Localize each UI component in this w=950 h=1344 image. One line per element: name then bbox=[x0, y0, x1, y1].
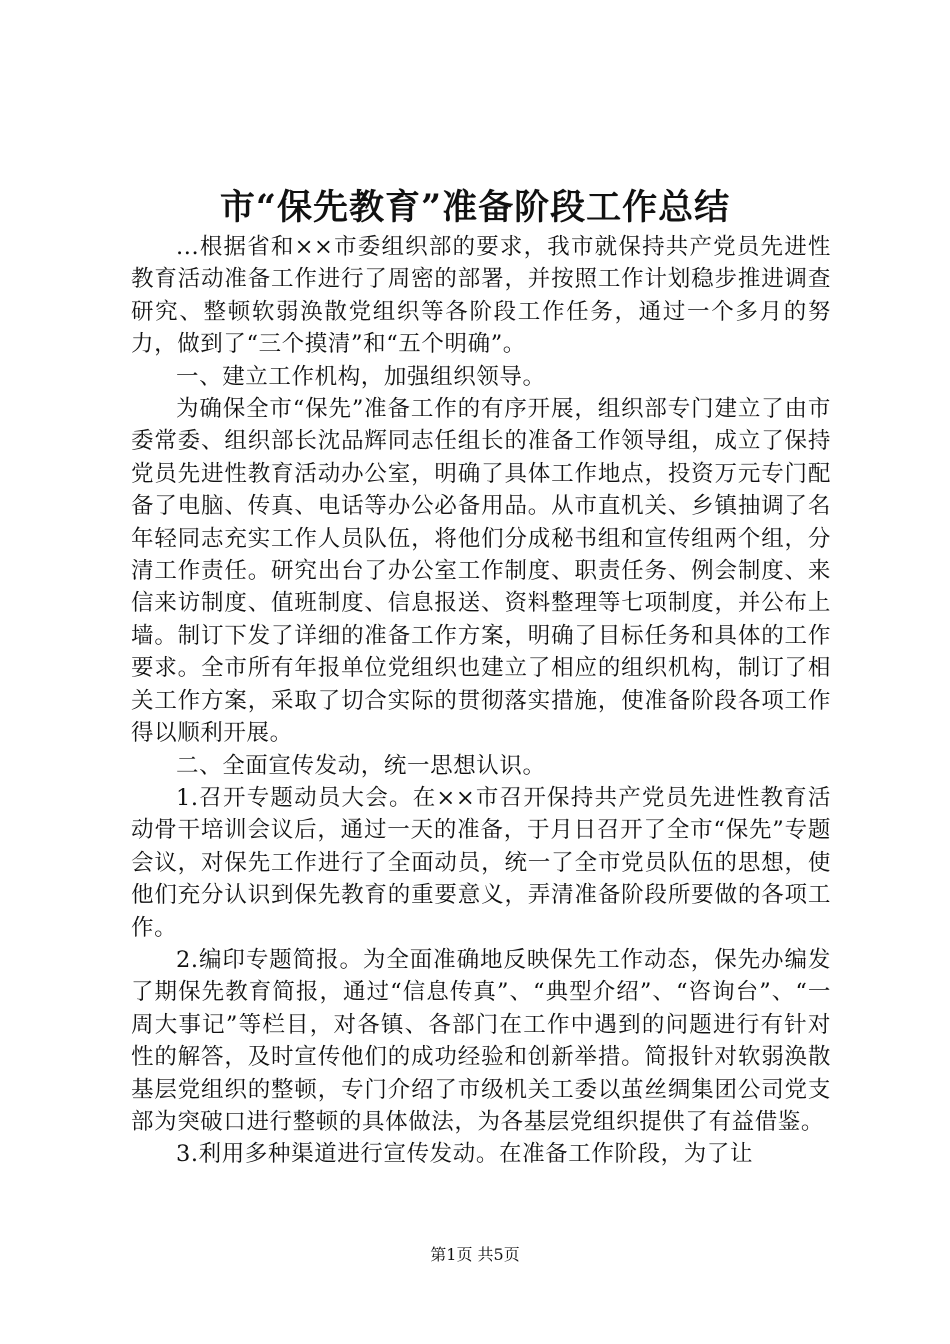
section-heading-1: 一、建立工作机构，加强组织领导。 bbox=[176, 363, 546, 390]
document-body bbox=[131, 231, 831, 1171]
section-1-paragraph: 为确保全市“保先”准备工作的有序开展，组织部专门建立了由市委常委、组织部长沈品辉同志任组长的准备工作领导组，成立了保持党员先进性教育活动办公室，明确了具体工作地点，投资万元专门配备了电脑、传真、电话等办公必备用品。从市直机关、乡镇抽调了名年轻同志充实工作人员队伍，将他们分成秘书组和宣传组两个组，分清工作责任。研究出台了办公室工作制度、职责任务、例会制度、来信来访制度、值班制度、信息报送、资料整理等七项制度，并公布上墙。制订下发了详细的准备工作方案，明确了目标任务和具体的工作要求。全市所有年报单位党组织也建立了相应的组织机构，制订了相关工作方案，采取了切合实际的贯彻落实措施，使准备阶段各项工作得以顺利开展。 bbox=[131, 396, 831, 747]
document-title: 市“保先教育”准备阶段工作总结 bbox=[219, 187, 731, 228]
intro-paragraph: ...根据省和××市委组织部的要求，我市就保持共产党员先进性教育活动准备工作进行了周密的部署，并按照工作计划稳步推进调查研究、整顿软弱涣散党组织等各阶段工作任务，通过一个多月的努力，做到了“三个摸清”和“五个明确”。 bbox=[131, 234, 831, 358]
section-heading-2: 二、全面宣传发动，统一思想认识。 bbox=[176, 752, 546, 779]
item-3-paragraph: 3.利用多种渠道进行宣传发动。在准备工作阶段，为了让 bbox=[176, 1141, 754, 1168]
item-2-paragraph: 2.编印专题简报。为全面准确地反映保先工作动态，保先办编发了期保先教育简报，通过“信息传真”、“典型介绍”、“咨询台”、“一周大事记”等栏目，对各镇、各部门在工作中遇到的问题进行有针对性的解答，及时宣传他们的成功经验和创新举措。简报针对软弱涣散基层党组织的整顿，专门介绍了市级机关工委以茧丝绸集团公司党支部为突破口进行整顿的具体做法，为各基层党组织提供了有益借鉴。 bbox=[131, 946, 831, 1135]
page-footer: 第1页 共5页 bbox=[430, 1245, 520, 1264]
item-1-paragraph: 1.召开专题动员大会。在××市召开保持共产党员先进性教育活动骨干培训会议后，通过一天的准备，于月日召开了全市“保先”专题会议，对保先工作进行了全面动员，统一了全市党员队伍的思想，使他们充分认识到保先教育的重要意义，弄清准备阶段所要做的各项工作。 bbox=[131, 784, 831, 941]
